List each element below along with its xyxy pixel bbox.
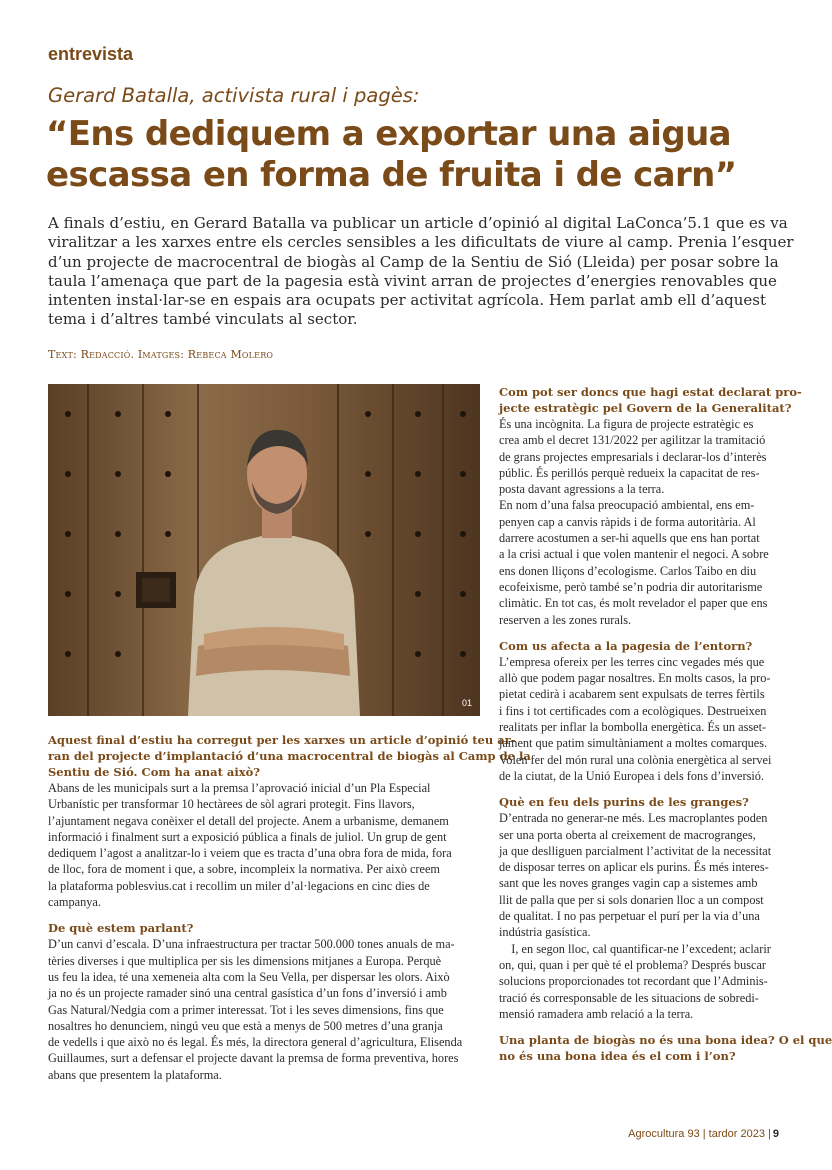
question-line: jecte estratègic pel Govern de la Generalitat?: [499, 401, 792, 415]
answer-line: En nom d’una falsa preocupació ambiental, ens em-: [499, 498, 755, 513]
question-line: De què estem parlant?: [48, 921, 194, 936]
answer-line: de disposar terres on aplicar els purins. És més interes-: [499, 860, 769, 875]
answer-line: abans que presentem la plataforma.: [48, 1067, 222, 1082]
answer-line: a la crisi actual i que volen mantenir el negoci. A sobre: [499, 547, 769, 562]
answer-line: penyen cap a canvis ràpids i de forma autoritària. Al: [499, 514, 756, 529]
intro-paragraph: [48, 214, 794, 330]
intro-line: taula l’amenaça que part de la pagesia està vivint arran de projectes d’energies renovables que: [48, 271, 777, 290]
photo-number: 01: [461, 698, 472, 708]
question-line: Aquest final d’estiu ha corregut per les xarxes un article d’opinió teu ar-: [48, 733, 516, 747]
answer-paragraph: [499, 654, 781, 784]
answer-line: allò que podem pagar nosaltres. En molts casos, la pro-: [499, 671, 771, 686]
answer-line: i fins i tot certificades com a ecològiques. Destrueixen: [499, 703, 767, 718]
answer-line: públic. És perillós perquè redueix la capacitat de res-: [499, 465, 760, 480]
answer-line: Volen fer del món rural una colònia energètica al servei: [499, 752, 772, 767]
answer-line: jament que patim simultàniament a moltes comarques.: [499, 736, 768, 751]
intro-line: d’un projecte de macrocentral de biogàs al Camp de la Sentiu de Sió (Lleida) per posar sobre la: [48, 252, 779, 271]
answer-line: nosaltres ho denunciem, ningú veu que està a menys de 500 metres d’una granja: [48, 1018, 443, 1033]
answer-line: dediquem l’agost a analitzar-lo i veiem que es tracta d’una obra fora de mida, fora: [48, 846, 452, 861]
intro-line: A finals d’estiu, en Gerard Batalla va publicar un article d’opinió al digital LaConca’5.1 que es va: [48, 214, 788, 232]
answer-line: us feu la idea, té una xemeneia alta com la Seu Vella, per dispersar les olors. Això: [48, 969, 450, 984]
answer-line: de grans projectes empresarials i declarar-los d’interès: [499, 449, 767, 464]
answer-line: solucions proporcionades tot recordant que l’Adminis-: [499, 974, 768, 989]
answer-line: sant que les noves granges vagin cap a sistemes amb: [499, 876, 758, 891]
answer-line: de qualitat. I no pas perpetuar el purí per la via d’una: [499, 909, 760, 924]
answer-line: ens donen lliçons d’ecologisme. Carlos Taibo en diu: [499, 563, 757, 578]
answer-line: tració és corresponsable de les situacions de sobredi-: [499, 990, 759, 1005]
question-heading: [499, 638, 781, 654]
answer-line: ser una porta oberta al creixement de macrogranges,: [499, 827, 756, 842]
headline: [46, 114, 786, 196]
question-heading: [48, 732, 531, 780]
answer-paragraph: [499, 810, 781, 1022]
answer-line: de la ciutat, de la Unió Europea i dels fons d’inversió.: [499, 768, 764, 783]
answer-line: mensió ramadera amb relació a la terra.: [499, 1006, 694, 1021]
answer-line: de vedells i que això no és legal. És més, la directora general d’agricultura, Elisenda: [48, 1035, 463, 1050]
question-line: Què en feu dels purins de les granges?: [499, 795, 749, 810]
intro-line: intenten instal·lar-se en espais ara ocupats per activitat agrícola. Hem parlat amb ell d’aquest: [48, 291, 767, 310]
answer-line: pietat cedirà i acabarem sent expulsats de terres fèrtils: [499, 687, 765, 702]
section-tag: entrevista: [48, 44, 134, 64]
answer-line: crea amb el decret 131/2022 per agilitzar la tramitació: [499, 433, 766, 448]
answer-line: indústria gasística.: [499, 925, 591, 940]
answer-line: darrere acostumen a ser-hi aquells que ens han portat: [499, 531, 760, 546]
answer-line: És una incògnita. La figura de projecte estratègic es: [499, 417, 754, 431]
page-number: 9: [772, 1128, 779, 1140]
answer-line: reserven a les zones rurals.: [499, 612, 632, 627]
footer-publication: Agrocultura 93 | tardor 2023 |: [628, 1128, 771, 1140]
answer-line: on, qui, quan i per què té el problema? Després buscar: [499, 957, 767, 972]
question-line: Com pot ser doncs que hagi estat declarat pro-: [499, 385, 802, 399]
question-line: no és una bona idea és el com i l’on?: [499, 1049, 736, 1064]
answer-line: L’empresa ofereix per les terres cinc vegades més que: [499, 654, 765, 669]
answer-line: I, en segon lloc, cal quantificar-ne l’excedent; aclarir: [499, 941, 771, 956]
question-heading: [499, 794, 781, 810]
question-line: ran del projecte d’implantació d’una macrocentral de biogàs al Camp de la: [48, 749, 531, 763]
question-line: Sentiu de Sió. Com ha anat això?: [48, 765, 261, 779]
right-column: [499, 384, 832, 1064]
answer-line: la plataforma poblesvius.cat i recollim un miler d’al·legacions en cinc dies de: [48, 878, 430, 893]
answer-line: campanya.: [48, 895, 101, 910]
question-line: Com us afecta a la pagesia de l’entorn?: [499, 638, 753, 653]
answer-line: Gas Natural/Nedgia com a primer interessat. Tot i les seves dimensions, fins que: [48, 1002, 444, 1017]
left-column: [48, 732, 531, 1083]
question-line: Una planta de biogàs no és una bona idea? O el que: [499, 1033, 832, 1048]
portrait-photo: [48, 384, 480, 716]
answer-line: ecofeixisme, però també se’n podria dir autoritarisme: [499, 579, 763, 594]
answer-paragraph: [48, 936, 480, 1083]
headline-line: “Ens dediquem a exportar una aigua: [46, 114, 732, 154]
answer-line: de lloc, fora de moment i que, a sobre, incompleix la normativa. Per això creem: [48, 862, 440, 877]
answer-line: D’entrada no generar-ne més. Les macroplantes poden: [499, 811, 768, 826]
answer-line: informació i finalment surt a exposició pública a finals de juliol. Un grup de gent: [48, 829, 447, 844]
intro-line: viralitzar a les xarxes entre els cercles sensibles a les dificultats de viure al camp. Prenia l’esquer: [48, 233, 794, 252]
answer-line: l’ajuntament negava conèixer el detall del projecte. Anem a urbanisme, demanem: [48, 813, 449, 828]
question-heading: [499, 384, 802, 416]
credits: Text: Redacció. Imatges: Rebeca Molero: [48, 348, 274, 361]
page-footer: [628, 1128, 779, 1140]
interviewee-kicker: Gerard Batalla, activista rural i pagès:: [48, 84, 420, 107]
answer-line: tèries diverses i que multiplica per sis les dimensions mitjanes a Europa. Perquè: [48, 953, 442, 968]
answer-line: ja que deslliguen parcialment l’activitat de la necessitat: [499, 843, 772, 858]
answer-paragraph: [48, 780, 480, 910]
answer-line: D’un canvi d’escala. D’una infraestructura per tractar 500.000 tones anuals de ma-: [48, 937, 455, 952]
answer-line: realitats per inflar la bombolla energètica. És un asset-: [499, 720, 767, 735]
answer-line: ja no és un projecte ramader sinó una central gasística d’un fons d’inversió i amb: [48, 986, 447, 1001]
intro-line: tema i d’altres també vinculats al sector.: [48, 310, 358, 329]
answer-paragraph: [499, 416, 781, 628]
answer-line: Urbanístic per transformar 10 hectàrees de sòl agrari protegit. Fins llavors,: [48, 797, 415, 812]
question-heading: [48, 920, 480, 936]
answer-line: Guillaumes, surt a defensar el projecte davant la premsa de forma preventiva, hores: [48, 1051, 459, 1066]
answer-line: climàtic. En tot cas, és molt revelador el paper que ens: [499, 596, 768, 611]
headline-line: escassa en forma de fruita i de carn”: [46, 155, 737, 195]
question-heading: [499, 1032, 832, 1064]
answer-line: llit de palla que per si sols donarien lloc a un compost: [499, 892, 764, 907]
answer-line: Abans de les municipals surt a la premsa l’aprovació inicial d’un Pla Especial: [48, 781, 431, 795]
answer-line: posta davant agressions a la terra.: [499, 482, 665, 497]
